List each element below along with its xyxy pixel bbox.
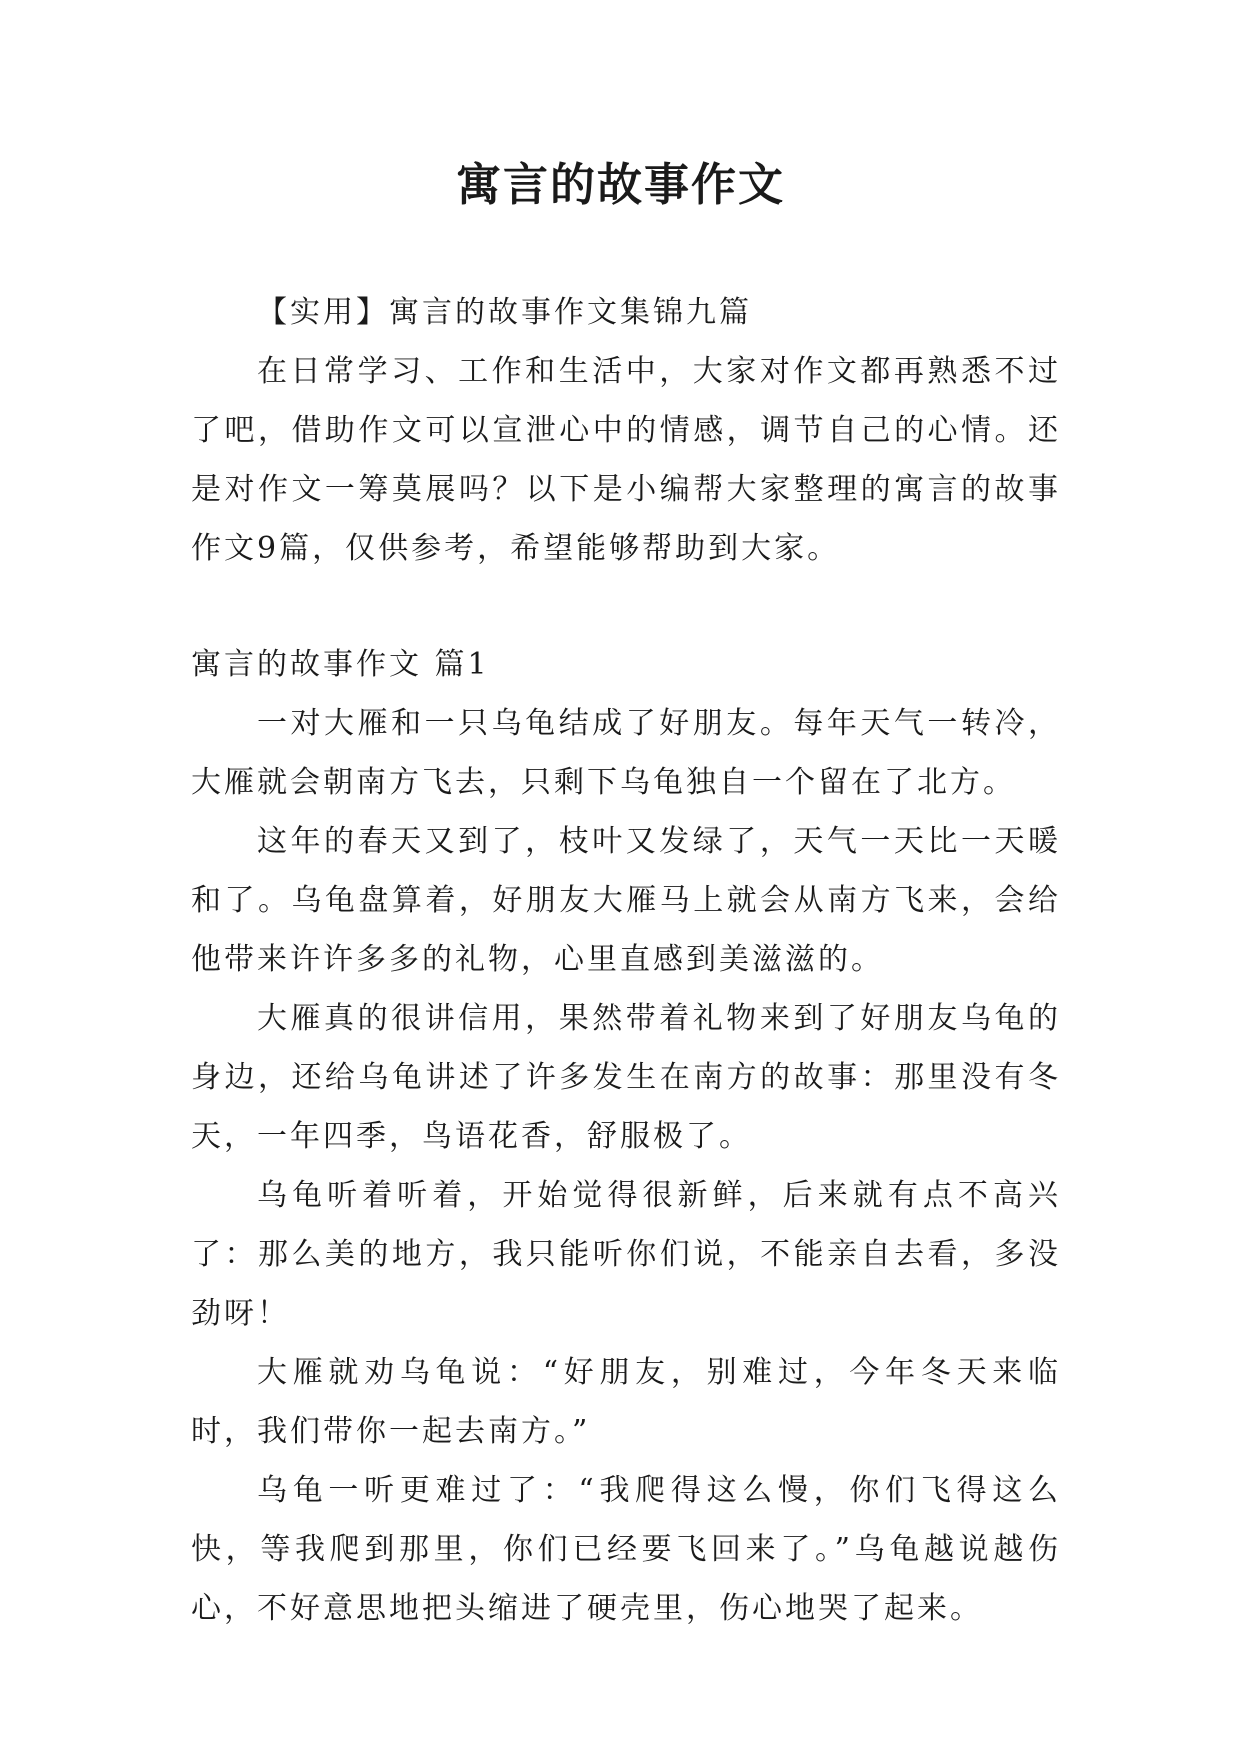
intro-block bbox=[191, 283, 1061, 578]
story-paragraph: 一对大雁和一只乌龟结成了好朋友。每年天气一转冷，大雁就会朝南方飞去，只剩下乌龟独自一个留在了北方。 bbox=[191, 706, 1061, 800]
story-paragraph: 乌龟听着听着，开始觉得很新鲜，后来就有点不高兴了：那么美的地方，我只能听你们说，不能亲自去看，多没劲呀！ bbox=[191, 1178, 1061, 1331]
subtitle: 【实用】寓言的故事作文集锦九篇 bbox=[257, 295, 752, 330]
section-1 bbox=[191, 635, 1061, 1638]
story-paragraph: 乌龟一听更难过了：“我爬得这么慢，你们飞得这么快，等我爬到那里，你们已经要飞回来了。”乌龟越说越伤心，不好意思地把头缩进了硬壳里，伤心地哭了起来。 bbox=[191, 1473, 1061, 1626]
section-heading: 寓言的故事作文 篇1 bbox=[191, 647, 490, 682]
story-paragraph: 这年的春天又到了，枝叶又发绿了，天气一天比一天暖和了。乌龟盘算着，好朋友大雁马上就会从南方飞来，会给他带来许许多多的礼物，心里直感到美滋滋的。 bbox=[191, 824, 1061, 977]
document-title: 寓言的故事作文 bbox=[455, 158, 785, 211]
intro-paragraph: 在日常学习、工作和生活中，大家对作文都再熟悉不过了吧，借助作文可以宣泄心中的情感，调节自己的心情。还是对作文一筹莫展吗？以下是小编帮大家整理的寓言的故事作文9篇，仅供参考，希望能够帮助到大家。 bbox=[191, 354, 1061, 566]
story-paragraph: 大雁就劝乌龟说：“好朋友，别难过，今年冬天来临时，我们带你一起去南方。” bbox=[191, 1355, 1061, 1449]
story-paragraph: 大雁真的很讲信用，果然带着礼物来到了好朋友乌龟的身边，还给乌龟讲述了许多发生在南方的故事：那里没有冬天，一年四季，鸟语花香，舒服极了。 bbox=[191, 1001, 1061, 1154]
